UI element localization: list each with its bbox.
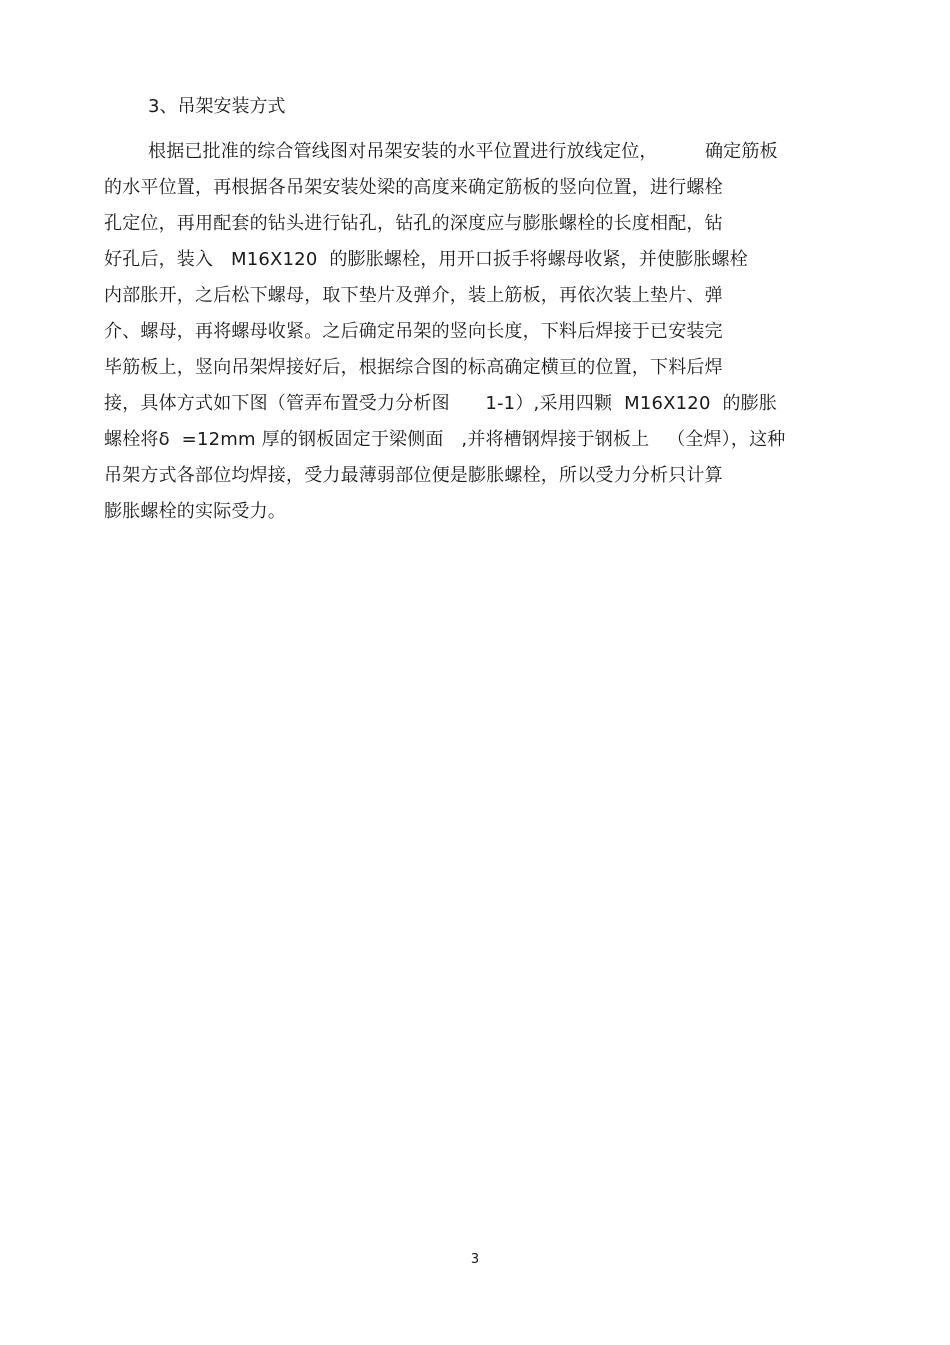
page-number: 3 xyxy=(470,1252,480,1267)
body-paragraph xyxy=(104,136,864,532)
paragraph-line: 内部胀开，之后松下螺母，取下垫片及弹介，装上筋板，再依次装上垫片、弹 xyxy=(104,285,723,306)
paragraph-line: 根据已批准的综合管线图对吊架安装的水平位置进行放线定位， 确定筋板 xyxy=(148,141,778,162)
paragraph-line: 孔定位，再用配套的钻头进行钻孔，钻孔的深度应与膨胀螺栓的长度相配，钻 xyxy=(104,213,723,234)
paragraph-line: 的水平位置，再根据各吊架安装处梁的高度来确定筋板的竖向位置，进行螺栓 xyxy=(104,177,723,198)
paragraph-line: 膨胀螺栓的实际受力。 xyxy=(104,501,286,522)
paragraph-line: 毕筋板上，竖向吊架焊接好后，根据综合图的标高确定横亘的位置，下料后焊 xyxy=(104,357,723,378)
paragraph-line: 介、螺母，再将螺母收紧。之后确定吊架的竖向长度，下料后焊接于已安装完 xyxy=(104,321,723,342)
paragraph-line: 吊架方式各部位均焊接，受力最薄弱部位便是膨胀螺栓，所以受力分析只计算 xyxy=(104,465,723,486)
section-heading: 3、吊架安装方式 xyxy=(148,96,286,117)
paragraph-line: 接，具体方式如下图（管弄布置受力分析图 1-1）,采用四颗 M16X120 的膨胀 xyxy=(104,393,778,414)
paragraph-line: 好孔后，装入 M16X120 的膨胀螺栓，用开口扳手将螺母收紧，并使膨胀螺栓 xyxy=(104,249,748,270)
paragraph-line: 螺栓将δ =12mm 厚的钢板固定于梁侧面 ,并将槽钢焊接于钢板上 （全焊），这种 xyxy=(104,429,786,450)
